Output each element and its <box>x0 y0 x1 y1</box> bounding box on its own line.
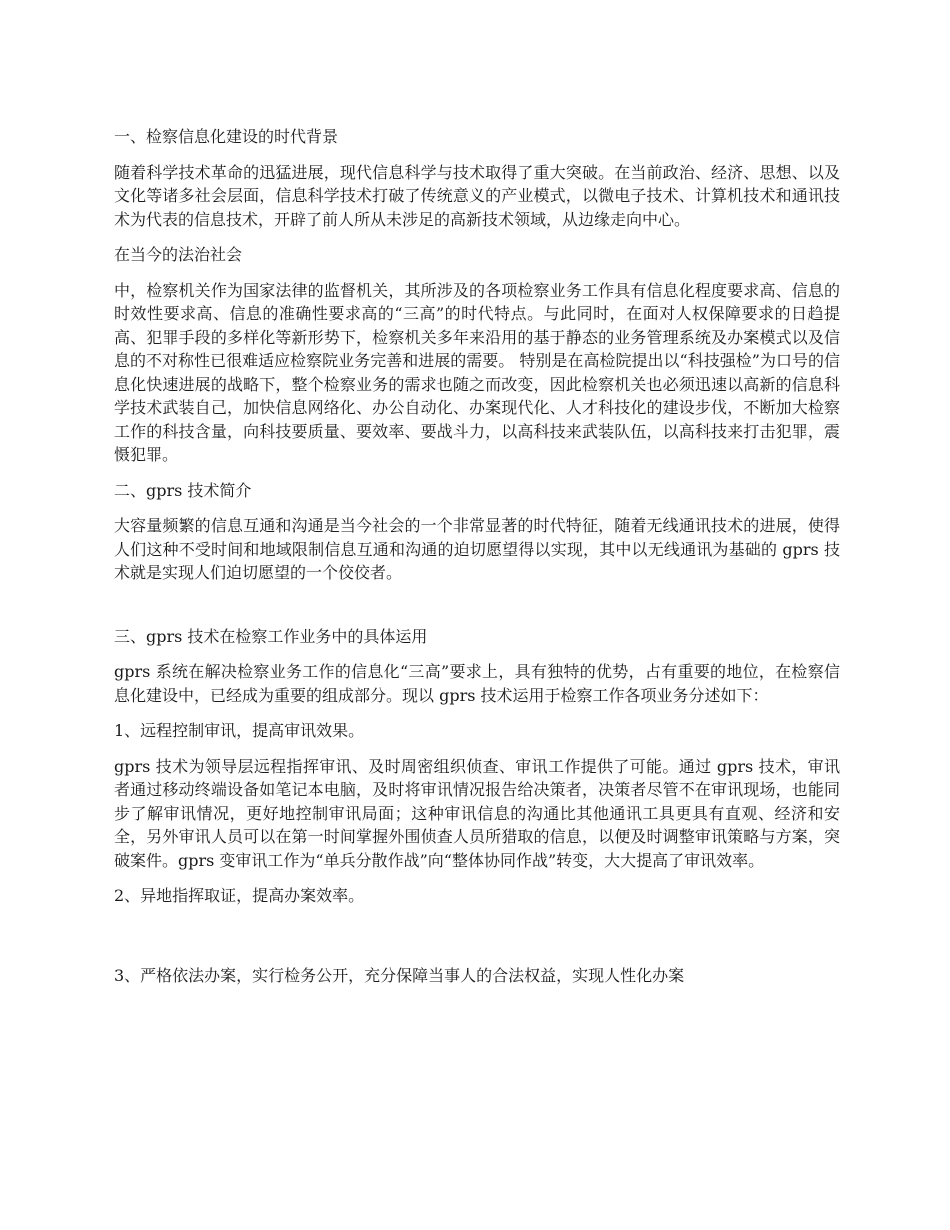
list-item-remote-interrogation: 1、远程控制审讯，提高审讯效果。 <box>114 721 365 740</box>
list-item-lawful-handling: 3、严格依法办案，实行检务公开，充分保障当事人的合法权益，实现人性化办案 <box>114 965 685 985</box>
section-heading-gprs-application: 三、gprs 技术在检察工作业务中的具体运用 <box>114 626 428 646</box>
spacer <box>114 920 840 964</box>
paragraph-gprs-application: gprs 系统在解决检察业务工作的信息化“三高”要求上，具有独特的优势，占有重要的地位，在检察信息化建设中，已经成为重要的组成部分。现以 gprs 技术运用于检察工作各项业务分述如下： <box>114 662 840 705</box>
paragraph-remote-interrogation: gprs 技术为领导层远程指挥审讯、及时周密组织侦查、审讯工作提供了可能。通过 gprs 技术，审讯者通过移动终端设备如笔记本电脑，及时将审讯情况报告给决策者，决策者尽管不在审讯现场，也能同步了解审讯情况，更好地控制审讯局面；这种审讯信息的沟通比其他通讯工具更具有直观、经济和安全，另外审讯人员可以在第一时间掌握外围侦查人员所猎取的信息，以便及时调整审讯策略与方案，突破案件。gprs 变审讯工作为“单兵分散作战”向“整体协同作战”转变，大大提高了审讯效率。 <box>114 756 840 870</box>
list-item-remote-evidence: 2、异地指挥取证，提高办案效率。 <box>114 886 365 905</box>
paragraph-legal-society: 在当今的法治社会 <box>114 245 243 264</box>
paragraph-gprs-intro: 大容量频繁的信息互通和沟通是当今社会的一个非常显著的时代特征，随着无线通讯技术的进展，使得人们这种不受时间和地域限制信息互通和沟通的迫切愿望得以实现，其中以无线通讯为基础的 gprs 技术就是实现人们迫切愿望的一个佼佼者。 <box>114 516 840 582</box>
section-heading-background: 一、检察信息化建设的时代背景 <box>114 127 339 146</box>
document-body <box>114 125 840 999</box>
spacer <box>114 597 840 625</box>
section-heading-gprs-intro: 二、gprs 技术简介 <box>114 480 252 500</box>
paragraph-background-intro: 随着科学技术革命的迅猛进展，现代信息科学与技术取得了重大突破。在当前政治、经济、思想、以及文化等诸多社会层面，信息科学技术打破了传统意义的产业模式，以微电子技术、计算机技术和通讯技术为代表的信息技术，开辟了前人所从未涉足的高新技术领域，从边缘走向中心。 <box>114 162 840 229</box>
paragraph-procuratorate-needs: 中，检察机关作为国家法律的监督机关，其所涉及的各项检察业务工作具有信息化程度要求高、信息的时效性要求高、信息的准确性要求高的“三高”的时代特点。与此同时，在面对人权保障要求的日趋提高、犯罪手段的多样化等新形势下，检察机关多年来沿用的基于静态的业务管理系统及办案模式以及信息的不对称性已很难适应检察院业务完善和进展的需要。 特别是在高检院提出以“科技强检”为口号的信息化快速进展的战略下，整个检察业务的需求也随之而改变，因此检察机关也必须迅速以高新的信息科学技术武装自己，加快信息网络化、办公自动化、办案现代化、人才科技化的建设步伐，不断加大检察工作的科技含量，向科技要质量、要效率、要战斗力，以高科技来武装队伍，以高科技来打击犯罪，震慑犯罪。 <box>114 280 840 464</box>
